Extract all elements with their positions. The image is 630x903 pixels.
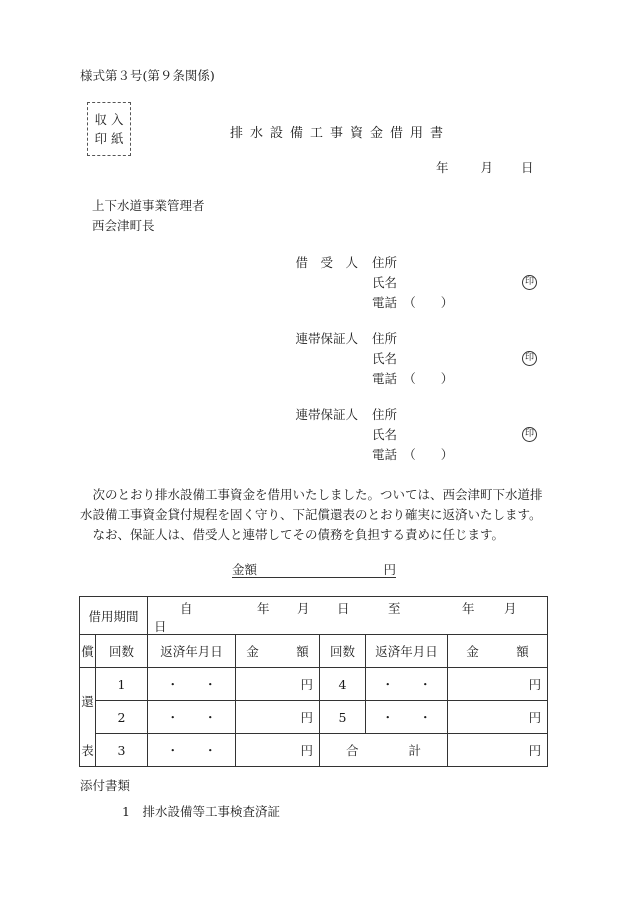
table-row bbox=[80, 734, 548, 767]
header-count-left: 回数 bbox=[96, 635, 148, 668]
party-address-label: 住所 bbox=[372, 407, 398, 422]
addressee-line1: 上下水道事業管理者 bbox=[92, 198, 205, 213]
date-year: 年 bbox=[436, 160, 449, 175]
amount-line bbox=[232, 560, 396, 578]
date-day: 日 bbox=[521, 160, 534, 175]
party-phone-label: 電話 （ ） bbox=[372, 447, 454, 462]
attachments-title: 添付書類 bbox=[80, 778, 131, 793]
party-role-borrower: 借 受 人 bbox=[295, 255, 358, 270]
addressee bbox=[92, 196, 205, 236]
document-title: 排水設備工事資金借用書 bbox=[229, 126, 450, 141]
side-label-3: 表 bbox=[80, 734, 96, 767]
row-date-left: ・ ・ bbox=[148, 734, 236, 767]
side-label-2: 還 bbox=[80, 668, 96, 734]
party-name-label: 氏名 bbox=[372, 275, 398, 290]
period-to: 至 bbox=[388, 601, 401, 616]
row-date-left: ・ ・ bbox=[148, 668, 236, 701]
row-no-left: 1 bbox=[96, 668, 148, 701]
party-name-row bbox=[372, 349, 542, 369]
repayment-table bbox=[79, 596, 548, 767]
row-no-right: 4 bbox=[320, 668, 366, 701]
date-month: 月 bbox=[480, 160, 494, 175]
stamp-label-line1: 収 入 bbox=[94, 112, 124, 127]
period-to-year: 年 bbox=[462, 601, 475, 616]
seal-mark: 印 bbox=[522, 427, 537, 442]
row-date-left: ・ ・ bbox=[148, 701, 236, 734]
party-name-label: 氏名 bbox=[372, 427, 398, 442]
row-amount-left: 円 bbox=[236, 668, 320, 701]
party-address-label: 住所 bbox=[372, 255, 398, 270]
addressee-line2: 西会津町長 bbox=[92, 218, 155, 233]
row-amount-right: 円 bbox=[448, 668, 548, 701]
row-no-right: 5 bbox=[320, 701, 366, 734]
row-amount-left: 円 bbox=[236, 734, 320, 767]
party-address-label: 住所 bbox=[372, 331, 398, 346]
party-phone-label: 電話 （ ） bbox=[372, 295, 454, 310]
body-paragraph-2: なお、保証人は、借受人と連帯してその債務を負担する責めに任じます。 bbox=[80, 527, 505, 542]
period-value-cell bbox=[148, 597, 548, 635]
header-date-left: 返済年月日 bbox=[148, 635, 236, 668]
amount-unit: 円 bbox=[383, 562, 396, 577]
header-amount-right: 金 額 bbox=[448, 635, 548, 668]
party-phone-label: 電話 （ ） bbox=[372, 371, 454, 386]
seal-mark: 印 bbox=[522, 275, 537, 290]
header-count-right: 回数 bbox=[320, 635, 366, 668]
row-date-right: ・ ・ bbox=[366, 668, 448, 701]
row-no-left: 3 bbox=[96, 734, 148, 767]
party-block-borrower bbox=[372, 253, 542, 313]
party-role-guarantor-2: 連帯保証人 bbox=[295, 407, 358, 422]
party-block-guarantor-2 bbox=[372, 405, 542, 465]
table-row bbox=[80, 701, 548, 734]
period-from-year: 年 bbox=[257, 601, 270, 616]
body-paragraph-1: 次のとおり排水設備工事資金を借用いたしました。ついては、西会津町下水道排水設備工事資金貸付規程を固く守り、下記償還表のとおり確実に返済いたします。 bbox=[80, 487, 543, 522]
period-from: 自 bbox=[180, 601, 193, 616]
period-row bbox=[80, 597, 548, 635]
body-text bbox=[80, 485, 550, 545]
row-amount-right: 円 bbox=[448, 701, 548, 734]
row-date-right: ・ ・ bbox=[366, 701, 448, 734]
period-label: 借用期間 bbox=[80, 597, 148, 635]
header-date-right: 返済年月日 bbox=[366, 635, 448, 668]
period-from-month: 月 bbox=[297, 601, 310, 616]
party-block-guarantor-1 bbox=[372, 329, 542, 389]
total-label: 合 計 bbox=[320, 734, 448, 767]
period-to-month: 月 bbox=[504, 601, 517, 616]
table-row bbox=[80, 668, 548, 701]
party-name-row bbox=[372, 425, 542, 445]
total-amount: 円 bbox=[448, 734, 548, 767]
party-role-guarantor-1: 連帯保証人 bbox=[295, 331, 358, 346]
header-amount-left: 金 額 bbox=[236, 635, 320, 668]
party-name-label: 氏名 bbox=[372, 351, 398, 366]
row-no-left: 2 bbox=[96, 701, 148, 734]
side-label-1: 償 bbox=[80, 635, 96, 668]
date-line bbox=[436, 158, 534, 176]
header-row bbox=[80, 635, 548, 668]
party-name-row bbox=[372, 273, 542, 293]
seal-mark: 印 bbox=[522, 351, 537, 366]
amount-label: 金額 bbox=[232, 562, 258, 577]
period-from-day: 日 bbox=[337, 601, 350, 616]
stamp-label-line2: 印 紙 bbox=[94, 131, 124, 146]
attachment-item: 1 排水設備等工事検査済証 bbox=[122, 804, 280, 819]
period-to-day: 日 bbox=[154, 619, 167, 634]
form-number: 様式第３号(第９条関係) bbox=[80, 68, 215, 83]
row-amount-left: 円 bbox=[236, 701, 320, 734]
